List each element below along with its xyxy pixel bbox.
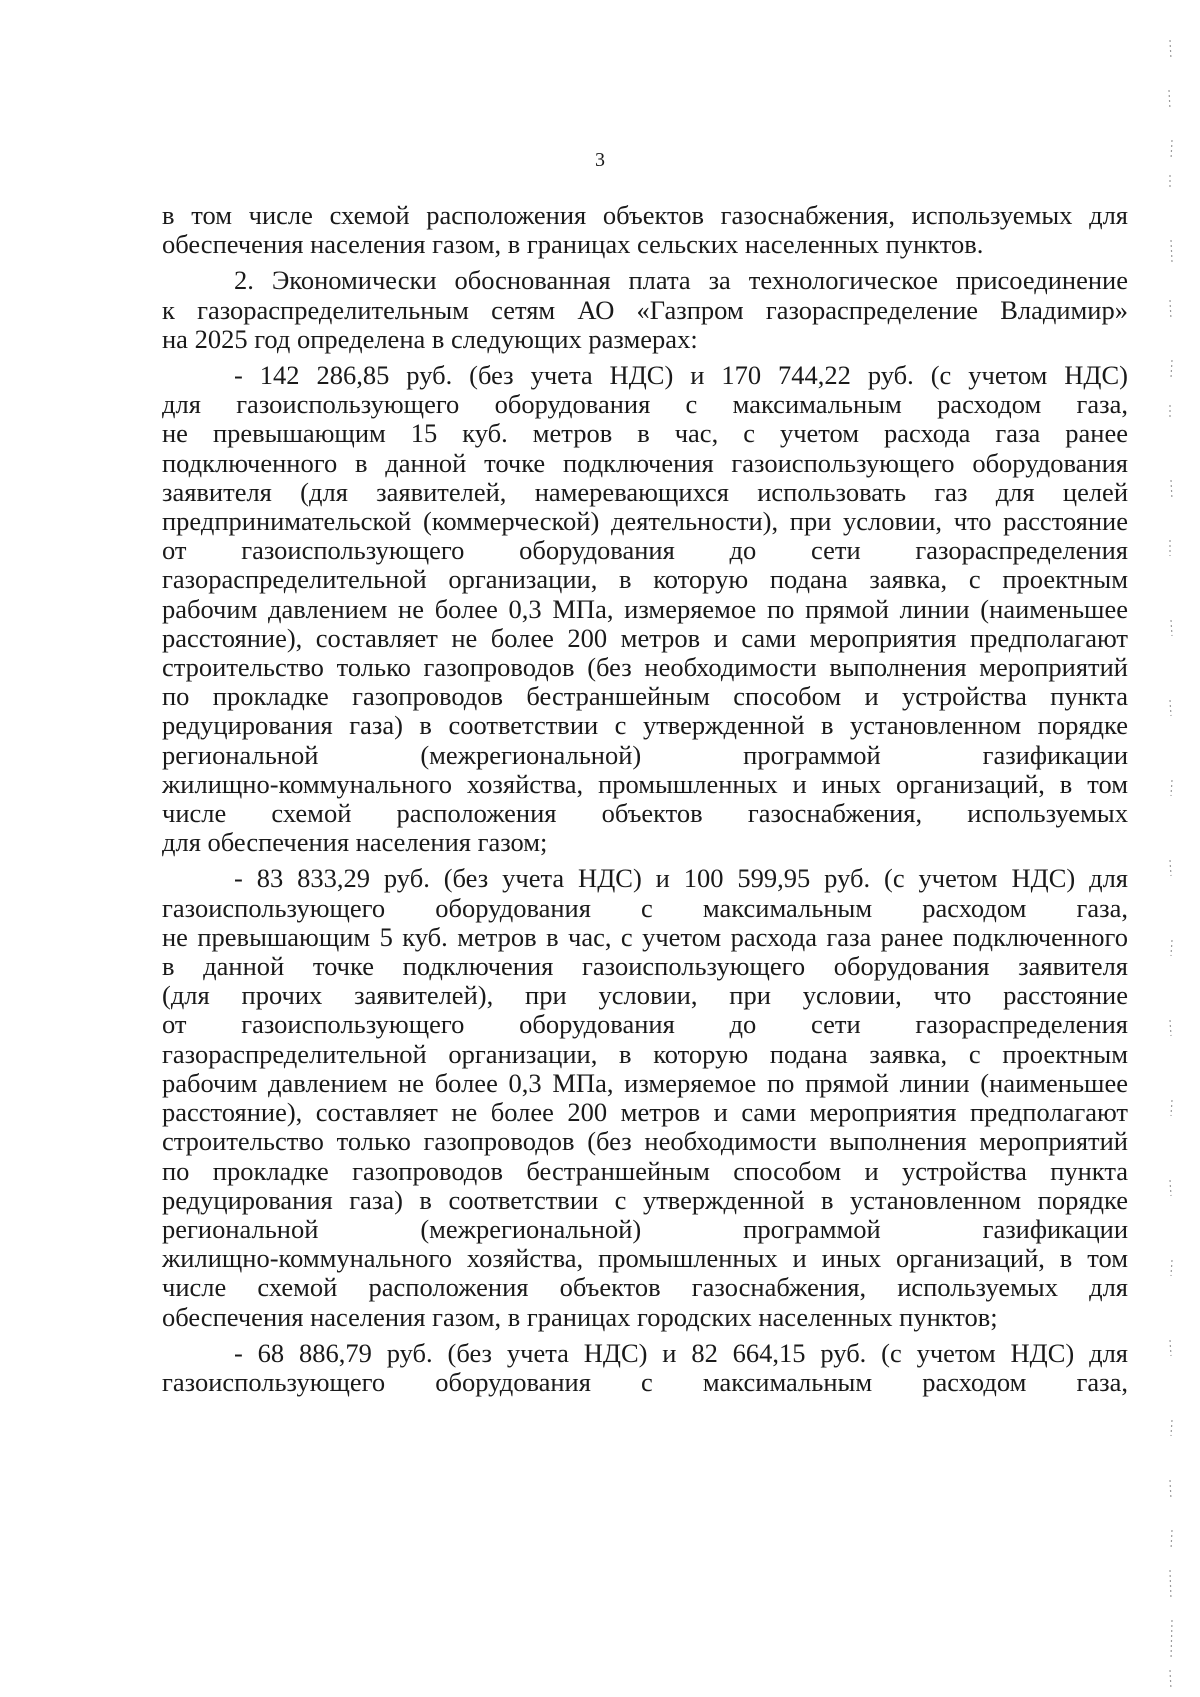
text-line: по прокладке газопроводов бестраншейным способом и устройства пункта <box>162 1155 1128 1186</box>
text-line: рабочим давлением не более 0,3 МПа, измеряемое по прямой линии (наименьшее <box>162 1067 1128 1098</box>
text-line: 2. Экономически обоснованная плата за технологическое присоединение <box>234 265 1128 296</box>
text-line: заявителя (для заявителей, намеревающихся использовать газ для целей <box>162 476 1128 507</box>
text-line: редуцирования газа) в соответствии с утвержденной в установленном порядке <box>162 1184 1128 1215</box>
text-line: газоиспользующего оборудования с максимальным расходом газа, <box>162 1366 1128 1397</box>
text-line: обеспечения населения газом, в границах сельских населенных пунктов. <box>162 229 984 260</box>
text-line: - 83 833,29 руб. (без учета НДС) и 100 599,95 руб. (с учетом НДС) для <box>234 863 1128 894</box>
text-line: от газоиспользующего оборудования до сети газораспределения <box>162 535 1128 566</box>
text-line: региональной (межрегиональной) программой газификации <box>162 1213 1128 1244</box>
text-line: для обеспечения населения газом; <box>162 827 548 858</box>
text-line: в данной точке подключения газоиспользующего оборудования заявителя <box>162 951 1128 982</box>
text-line: расстояние), составляет не более 200 метров и сами мероприятия предполагают <box>162 1097 1128 1128</box>
document-body <box>162 201 1128 1397</box>
text-line: рабочим давлением не более 0,3 МПа, измеряемое по прямой линии (наименьшее <box>162 593 1128 624</box>
paragraph-tariff-2 <box>162 864 1128 1331</box>
text-line: на 2025 год определена в следующих размерах: <box>162 323 698 354</box>
text-line: для газоиспользующего оборудования с максимальным расходом газа, <box>162 389 1128 420</box>
text-line: - 68 886,79 руб. (без учета НДС) и 82 664,15 руб. (с учетом НДС) для <box>234 1337 1128 1368</box>
text-line: подключенного в данной точке подключения газоиспользующего оборудования <box>162 447 1128 478</box>
text-line: региональной (межрегиональной) программой газификации <box>162 739 1128 770</box>
text-line: числе схемой расположения объектов газоснабжения, используемых <box>162 798 1128 829</box>
text-line: обеспечения населения газом, в границах городских населенных пунктов; <box>162 1301 998 1332</box>
text-line: газораспределительной организации, в которую подана заявка, с проектным <box>162 564 1128 595</box>
scan-edge-marks <box>1110 0 1200 1697</box>
text-line: числе схемой расположения объектов газоснабжения, используемых для <box>162 1272 1128 1303</box>
text-line: газораспределительной организации, в которую подана заявка, с проектным <box>162 1038 1128 1069</box>
text-line: редуцирования газа) в соответствии с утвержденной в установленном порядке <box>162 710 1128 741</box>
text-line: к газораспределительным сетям АО «Газпром газораспределение Владимир» <box>162 294 1128 325</box>
paragraph-item-2 <box>162 266 1128 354</box>
text-line: строительство только газопроводов (без необходимости выполнения мероприятий <box>162 1126 1128 1157</box>
text-line: в том числе схемой расположения объектов газоснабжения, используемых для <box>162 200 1128 230</box>
text-line: предпринимательской (коммерческой) деятельности), при условии, что расстояние <box>162 506 1128 537</box>
text-line: жилищно-коммунального хозяйства, промышленных и иных организаций, в том <box>162 1243 1128 1274</box>
paragraph-continuation <box>162 201 1128 259</box>
text-line: газоиспользующего оборудования с максимальным расходом газа, <box>162 892 1128 923</box>
text-line: (для прочих заявителей), при условии, при условии, что расстояние <box>162 980 1128 1011</box>
text-line: - 142 286,85 руб. (без учета НДС) и 170 744,22 руб. (с учетом НДС) <box>234 360 1128 391</box>
text-line: строительство только газопроводов (без необходимости выполнения мероприятий <box>162 652 1128 683</box>
text-line: по прокладке газопроводов бестраншейным способом и устройства пункта <box>162 681 1128 712</box>
paragraph-tariff-3 <box>162 1339 1128 1397</box>
text-line: не превышающим 5 куб. метров в час, с учетом расхода газа ранее подключенного <box>162 921 1128 952</box>
text-line: от газоиспользующего оборудования до сети газораспределения <box>162 1009 1128 1040</box>
text-line: жилищно-коммунального хозяйства, промышленных и иных организаций, в том <box>162 768 1128 799</box>
text-line: не превышающим 15 куб. метров в час, с учетом расхода газа ранее <box>162 418 1128 449</box>
page-number: 3 <box>595 149 605 171</box>
paragraph-tariff-1 <box>162 361 1128 857</box>
text-line: расстояние), составляет не более 200 метров и сами мероприятия предполагают <box>162 622 1128 653</box>
